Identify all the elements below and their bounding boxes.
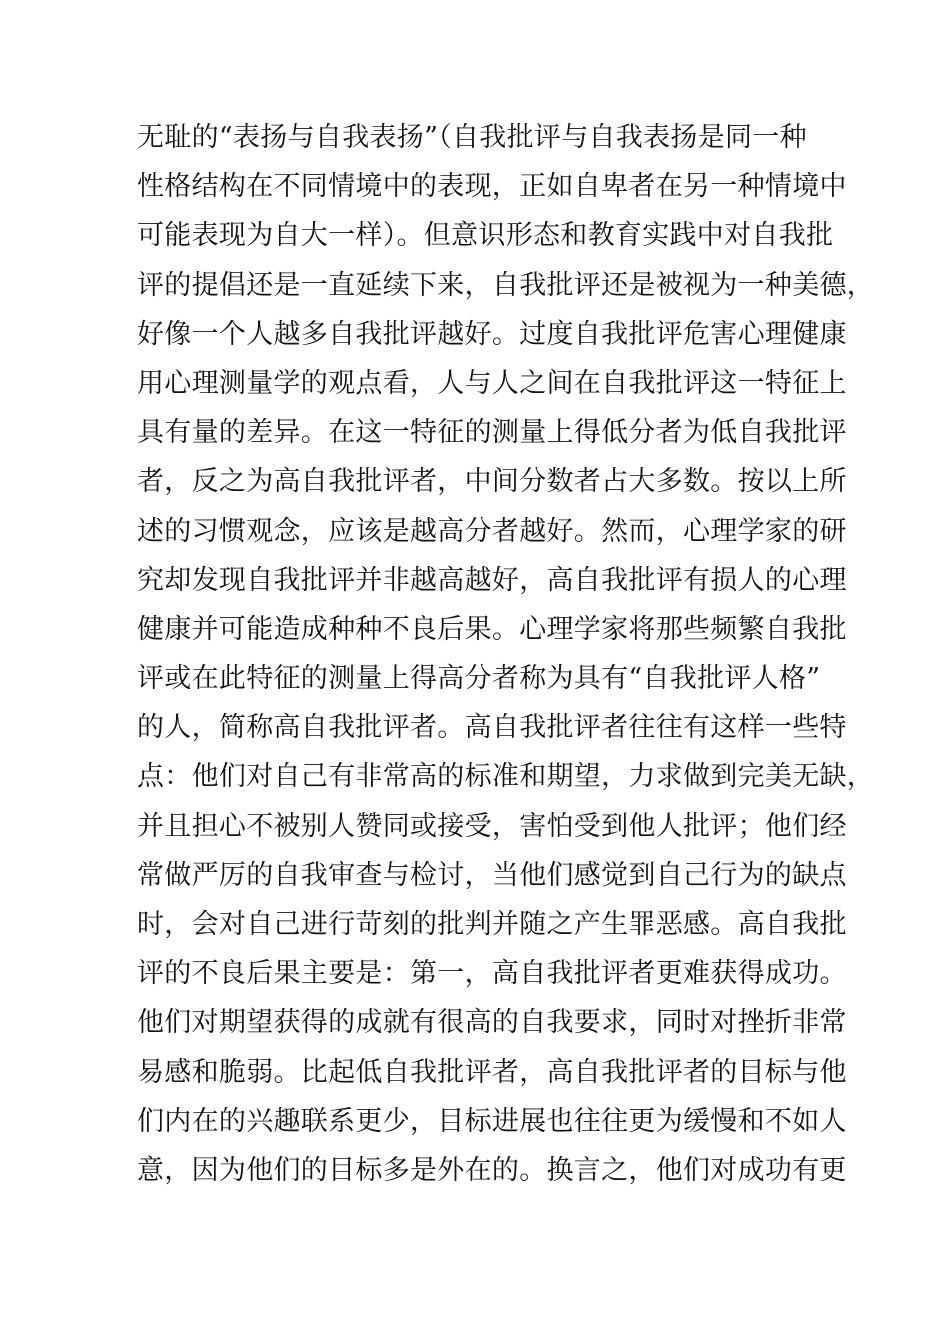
text-line: 健康并可能造成种种不良后果。心理学家将那些频繁自我批 <box>137 613 847 645</box>
text-line: 时，会对自己进行苛刻的批判并随之产生罪恶感。高自我批 <box>137 909 847 940</box>
text-line: 点：他们对自己有非常高的标准和期望，力求做到完美无缺， <box>137 761 875 793</box>
text-line: 可能表现为自大一样）。但意识形态和教育实践中对自我批 <box>137 220 834 252</box>
text-line: 具有量的差异。在这一特征的测量上得低分者为低自我批评 <box>137 417 847 449</box>
text-line: 用心理测量学的观点看，人与人之间在自我批评这一特征上 <box>137 367 847 399</box>
text-line: 易感和脆弱。比起低自我批评者，高自我批评者的目标与他 <box>137 1056 847 1088</box>
text-line: 并且担心不被别人赞同或接受，害怕受到他人批评；他们经 <box>137 810 847 842</box>
text-line: 究却发现自我批评并非越高越好，高自我批评有损人的心理 <box>137 564 847 596</box>
text-line: 性格结构在不同情境中的表现，正如自卑者在另一种情境中 <box>137 171 847 203</box>
text-line: 他们对期望获得的成就有很高的自我要求，同时对挫折非常 <box>137 1007 847 1039</box>
text-line: 评的不良后果主要是：第一，高自我批评者更难获得成功。 <box>137 958 847 990</box>
text-line: 者，反之为高自我批评者，中间分数者占大多数。按以上所 <box>137 466 847 498</box>
text-line: 常做严厉的自我审查与检讨，当他们感觉到自己行为的缺点 <box>137 859 847 891</box>
text-line: 无耻的“表扬与自我表扬”（自我批评与自我表扬是同一种 <box>137 122 807 153</box>
text-line: 评或在此特征的测量上得高分者称为具有“自我批评人格” <box>137 663 821 695</box>
text-line: 述的习惯观念，应该是越高分者越好。然而，心理学家的研 <box>137 515 847 547</box>
text-line: 们内在的兴趣联系更少，目标进展也往往更为缓慢和不如人 <box>137 1105 847 1137</box>
text-line: 好像一个人越多自我批评越好。过度自我批评危害心理健康 <box>137 318 847 350</box>
text-line: 意，因为他们的目标多是外在的。换言之，他们对成功有更 <box>137 1154 847 1186</box>
text-line: 评的提倡还是一直延续下来，自我批评还是被视为一种美德， <box>137 269 875 301</box>
text-line: 的人，简称高自我批评者。高自我批评者往往有这样一些特 <box>137 712 847 744</box>
body-text <box>137 113 875 1195</box>
